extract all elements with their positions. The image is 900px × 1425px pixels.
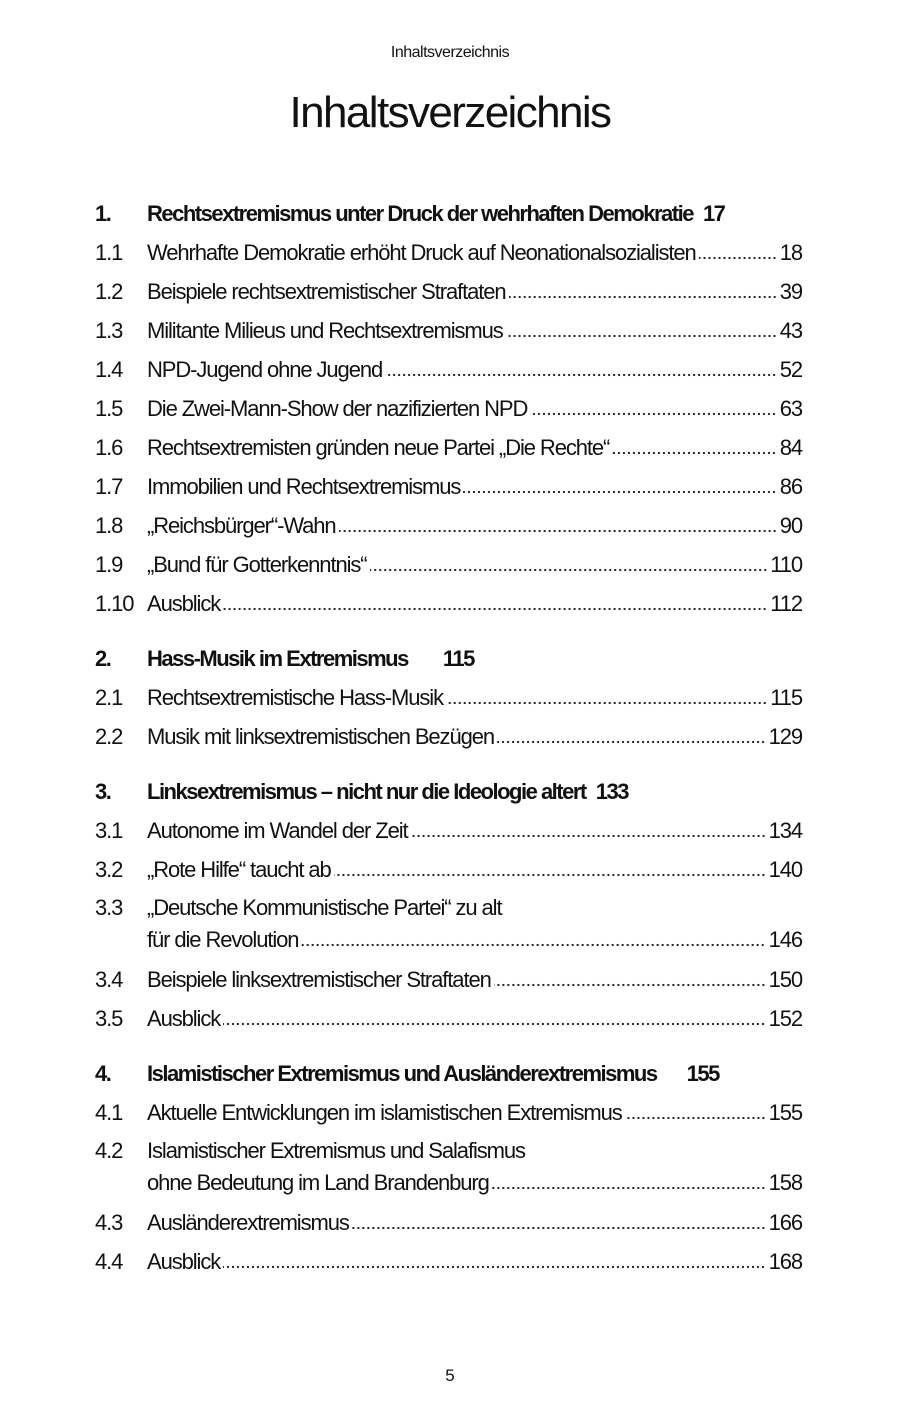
entry-title: Ausblick (147, 591, 221, 616)
toc-entry[interactable] (95, 467, 802, 506)
entry-number: 3.3 (95, 895, 123, 920)
entry-number: 1.2 (95, 279, 123, 304)
entry-page: 129 (768, 724, 802, 749)
entry-title: Beispiele rechtsextremistischer Straftaten (147, 279, 506, 304)
dot-leader (612, 451, 776, 455)
entry-page: 110 (770, 552, 802, 577)
entry-number: 4.3 (95, 1210, 123, 1235)
entry-title-line2 (147, 924, 802, 956)
chapter-title: Rechtsextremismus unter Druck der wehrhaften Demokratie (147, 201, 693, 226)
entry-number: 3.5 (95, 1006, 123, 1031)
toc-entry[interactable] (95, 233, 802, 272)
entry-title: „Reichsbürger“-Wahn (147, 513, 336, 538)
chapter-number: 3. (95, 779, 111, 804)
dot-leader (370, 568, 768, 572)
toc-entry[interactable] (95, 584, 802, 623)
dot-leader (492, 1186, 766, 1190)
toc-entry[interactable] (95, 999, 802, 1038)
dot-leader (625, 1116, 766, 1120)
entry-title: Musik mit linksextremistischen Bezügen (147, 724, 495, 749)
entry-page: 150 (768, 967, 802, 992)
dot-leader (509, 295, 777, 299)
toc-entry[interactable] (95, 1203, 802, 1242)
entry-title: „Deutsche Kommunistische Partei“ zu alt (147, 895, 502, 920)
dot-leader (494, 983, 766, 987)
dot-leader (506, 334, 777, 338)
chapter-title: Islamistischer Extremismus und Ausländerextremismus (147, 1061, 657, 1086)
entry-number: 4.4 (95, 1249, 123, 1274)
entry-number: 3.2 (95, 857, 123, 882)
entry-title: Aktuelle Entwicklungen im islamistischen Extremismus (147, 1100, 622, 1125)
entry-page: 146 (768, 927, 802, 952)
toc-entry[interactable] (95, 350, 802, 389)
entry-title: Beispiele linksextremistischer Straftaten (147, 967, 491, 992)
entry-number: 1.9 (95, 552, 123, 577)
entry-title-continued: ohne Bedeutung im Land Brandenburg (147, 1170, 489, 1195)
entry-title: Die Zwei-Mann-Show der nazifizierten NPD (147, 396, 528, 421)
entry-title: Islamistischer Extremismus und Salafismus (147, 1138, 525, 1163)
toc-entry[interactable] (95, 678, 802, 717)
dot-leader (446, 701, 767, 705)
entry-number: 3.4 (95, 967, 123, 992)
dot-leader (301, 943, 765, 947)
toc-entry[interactable] (95, 545, 802, 584)
entry-title-continued: für die Revolution (147, 927, 299, 952)
chapter-title: Hass-Musik im Extremismus (147, 646, 408, 671)
entry-title: Immobilien und Rechtsextremismus (147, 474, 461, 499)
entry-title: Militante Milieus und Rechtsextremismus (147, 318, 503, 343)
running-head: Inhaltsverzeichnis (390, 44, 510, 61)
dot-leader (530, 412, 776, 416)
entry-number: 1.6 (95, 435, 123, 460)
chapter-heading[interactable] (95, 639, 802, 678)
toc-entry[interactable] (95, 811, 802, 850)
entry-number: 3.1 (95, 818, 123, 843)
entry-page: 90 (779, 513, 802, 538)
entry-title: NPD-Jugend ohne Jugend (147, 357, 383, 382)
entry-title: Ausblick (147, 1249, 221, 1274)
entry-page: 18 (779, 240, 802, 265)
chapter-page: 17 (702, 201, 725, 226)
page-number: 5 (445, 1366, 455, 1385)
entry-title: „Rote Hilfe“ taucht ab (147, 857, 331, 882)
entry-number: 4.2 (95, 1138, 123, 1163)
entry-page: 43 (779, 318, 802, 343)
entry-body (147, 889, 802, 956)
toc-entry[interactable] (95, 1132, 802, 1203)
toc-entry[interactable] (95, 1242, 802, 1281)
entry-page: 168 (768, 1249, 802, 1274)
page-title: Inhaltsverzeichnis (289, 88, 611, 137)
entry-body (147, 1132, 802, 1199)
chapter-number: 4. (95, 1061, 111, 1086)
entry-page: 39 (779, 279, 802, 304)
chapter-heading[interactable] (95, 194, 802, 233)
toc-entry[interactable] (95, 311, 802, 350)
entry-number: 1.1 (95, 240, 123, 265)
dot-leader (223, 607, 767, 611)
entry-page: 63 (779, 396, 802, 421)
entry-page: 86 (779, 474, 802, 499)
chapter-number: 1. (95, 201, 111, 226)
table-of-contents (95, 194, 802, 1281)
entry-page: 158 (768, 1170, 802, 1195)
chapter-heading[interactable] (95, 772, 802, 811)
entry-number: 1.4 (95, 357, 123, 382)
entry-page: 134 (768, 818, 802, 843)
entry-title: Rechtsextremisten gründen neue Partei „Die Rechte“ (147, 435, 610, 460)
entry-title: Ausblick (147, 1006, 221, 1031)
dot-leader (699, 256, 777, 260)
entry-title: „Bund für Gotterkenntnis“ (147, 552, 367, 577)
entry-number: 1.7 (95, 474, 123, 499)
dot-leader (385, 373, 777, 377)
dot-leader (352, 1226, 766, 1230)
toc-entry[interactable] (95, 960, 802, 999)
chapter-heading[interactable] (95, 1054, 802, 1093)
entry-number: 2.1 (95, 685, 123, 710)
toc-entry[interactable] (95, 850, 802, 889)
entry-page: 112 (770, 591, 802, 616)
chapter-page: 133 (595, 779, 628, 804)
entry-number: 1.3 (95, 318, 123, 343)
dot-leader (497, 740, 766, 744)
dot-leader (411, 834, 766, 838)
entry-page: 140 (768, 857, 802, 882)
entry-number: 1.8 (95, 513, 123, 538)
entry-title: Autonome im Wandel der Zeit (147, 818, 408, 843)
entry-number: 1.5 (95, 396, 123, 421)
dot-leader (334, 873, 766, 877)
entry-page: 52 (779, 357, 802, 382)
entry-title-line2 (147, 1167, 802, 1199)
entry-number: 4.1 (95, 1100, 123, 1125)
entry-page: 166 (768, 1210, 802, 1235)
chapter-page: 115 (442, 646, 474, 671)
toc-entry[interactable] (95, 428, 802, 467)
toc-entry[interactable] (95, 1093, 802, 1132)
entry-page: 152 (768, 1006, 802, 1031)
toc-entry[interactable] (95, 506, 802, 545)
chapter-number: 2. (95, 646, 111, 671)
toc-entry[interactable] (95, 717, 802, 756)
entry-page: 155 (768, 1100, 802, 1125)
entry-title: Ausländerextremismus (147, 1210, 349, 1235)
chapter-page: 155 (686, 1061, 719, 1086)
toc-entry[interactable] (95, 272, 802, 311)
entry-page: 84 (779, 435, 802, 460)
entry-number: 2.2 (95, 724, 123, 749)
entry-page: 115 (770, 685, 802, 710)
toc-entry[interactable] (95, 889, 802, 960)
dot-leader (463, 490, 776, 494)
chapter-title: Linksextremismus – nicht nur die Ideologie altert (147, 779, 586, 804)
dot-leader (339, 529, 777, 533)
entry-title: Wehrhafte Demokratie erhöht Druck auf Neonationalsozialisten (147, 240, 696, 265)
toc-entry[interactable] (95, 389, 802, 428)
dot-leader (223, 1265, 765, 1269)
dot-leader (223, 1022, 765, 1026)
entry-title: Rechtsextremistische Hass-Musik (147, 685, 443, 710)
entry-number: 1.10 (95, 591, 134, 616)
